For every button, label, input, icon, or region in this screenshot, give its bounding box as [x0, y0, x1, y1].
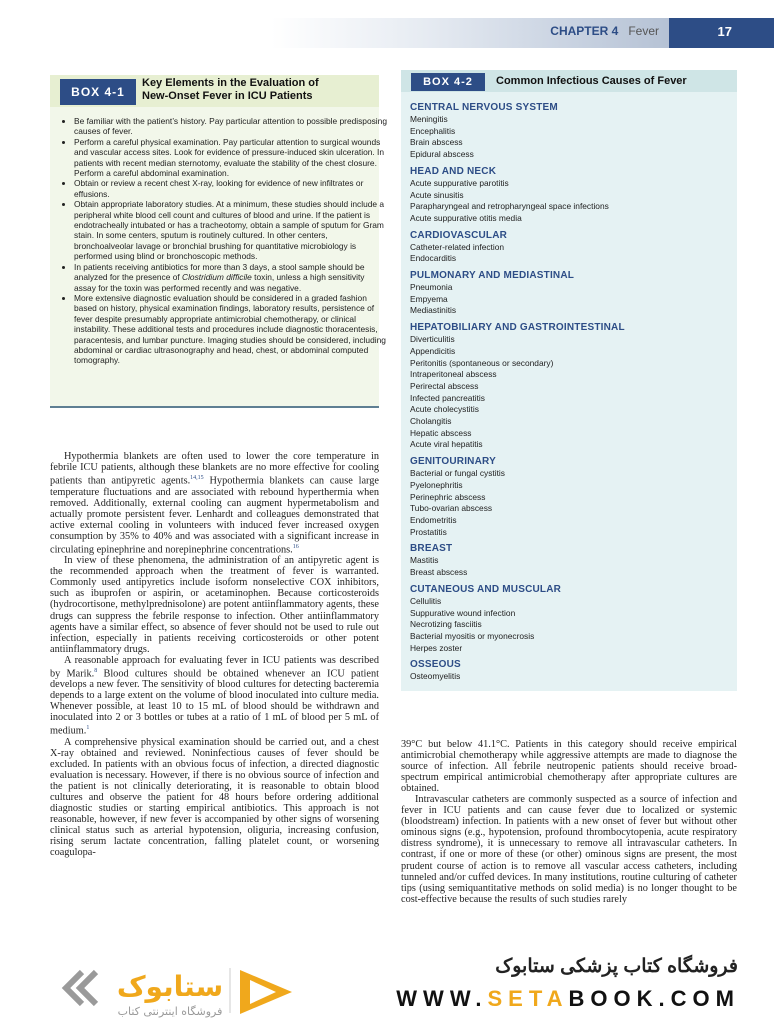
- store-url[interactable]: [396, 986, 740, 1012]
- running-header: [550, 24, 659, 38]
- reference-superscript: 1: [86, 725, 90, 732]
- body-paragraph: A comprehensive physical examination should be carried out, and a chest X-ray obtained and reviewed. Noninfectious causes of fever should be excluded. In patients with an obvious focus of infection, a directed diagnostic evaluation is necessary. However, if there is no obvious source of infection and the patient is not clinically deteriorating, it is reasonable to obtain blood cultures and observe the patient for 48 hours before ordering additional diagnostic studies or starting empirical antibiotics. This approach is not reasonable, however, if new fever is accompanied by other signs of worsening clinical status such as arterial hypotension, oliguria, increasing confusion, rising serum lactate concentration, falling platelet count, or worsening coagulopa-: [50, 736, 379, 859]
- category-item: Perirectal abscess: [410, 380, 479, 391]
- setabook-logo: [52, 958, 302, 1020]
- body-paragraph: Intravascular catheters are commonly suspected as a source of infection and fever in ICU patients and can cause fever due to localized or systemic (bloodstream) infection. In patients with a new onset of fever but without other ominous signs (e.g., hypotension, profound thrombocytopenia, acute respiratory distress syndrome), it is unnecessary to remove all intravascular catheters. In contrast, if one or more of these (or other) ominous signs are present, the most prudent course of action is to remove all vascular access catheters, including tunneled and/or cuffed devices. In many institutions, routine culturing of catheter tips (using semiquantitative methods on solid media) is no longer thought to be cost-effective because the results of such studies rarely: [401, 794, 737, 905]
- list-item: • Perform a careful physical examination. Pay particular attention to surgical wounds and vascular access sites. Look for evidence of pressure-induced skin ulceration. In patients with recent median sternotomy, evaluate the stability of the chest closure. Perform a careful abdominal examination.: [74, 137, 388, 179]
- box-4-2-title: Common Infectious Causes of Fever: [496, 75, 687, 87]
- category-item: Acute sinusitis: [410, 189, 464, 200]
- logo-chevron-icon: [80, 972, 96, 1004]
- category-item: Parapharyngeal and retropharyngeal space infections: [410, 201, 609, 212]
- store-name: فروشگاه کتاب پزشکی ستابوک: [495, 956, 738, 977]
- right-column-text: [401, 739, 737, 905]
- category-item: Prostatitis: [410, 526, 447, 537]
- category-item: Pyelonephritis: [410, 479, 463, 490]
- category-heading: CENTRAL NERVOUS SYSTEM: [410, 102, 558, 113]
- box-4-2-label: BOX 4-2: [411, 73, 485, 91]
- category-item: Suppurative wound infection: [410, 607, 516, 618]
- box-4-1-title-line: New-Onset Fever in ICU Patients: [142, 90, 313, 102]
- left-column-text: [50, 451, 379, 858]
- category-item: Encephalitis: [410, 125, 456, 136]
- category-item: Infected pancreatitis: [410, 392, 485, 403]
- category-item: Brain abscess: [410, 137, 463, 148]
- category-heading: CARDIOVASCULAR: [410, 229, 508, 241]
- body-paragraph: In view of these phenomena, the administration of an antipyretic agent is the recommended approach when the treatment of fever is warranted. Commonly used antipyretics include isoform nonselective COX inhibitors, such as ibuprofen or aspirin, or acetaminophen. Because corticosteroids (hydrocortisone, methylprednisolone) are potent antiinflammatory agents, these drugs can suppress the febrile response to infection. Other antiinflammatory agents have a similar effect, so absence of fever should not be used to rule out infection, especially in patients receiving corticosteroids or other potent antiinflammatory drugs.: [50, 555, 379, 655]
- category-heading: OSSEOUS: [410, 659, 461, 671]
- url-part-accent: SETA: [487, 986, 569, 1011]
- category-item: Endocarditis: [410, 253, 457, 264]
- category-item: Empyema: [410, 293, 448, 304]
- category-item: Hepatic abscess: [410, 427, 472, 438]
- box-4-1-list: [60, 116, 388, 366]
- category-item: Tubo-ovarian abscess: [410, 503, 493, 514]
- category-heading: PULMONARY AND MEDIASTINAL: [410, 270, 575, 282]
- category-item: Breast abscess: [410, 567, 468, 578]
- category-item: Acute suppurative parotitis: [410, 177, 509, 188]
- box-4-1-title: [142, 77, 372, 103]
- logo-subtext: فروشگاه اینترنتی کتاب: [117, 1005, 223, 1018]
- category-item: Cholangitis: [410, 416, 452, 427]
- chapter-title: Fever: [628, 24, 659, 38]
- reference-superscript: 14,15: [190, 475, 204, 482]
- category-item: Diverticulitis: [410, 334, 455, 345]
- category-item: Bacterial myositis or myonecrosis: [410, 630, 535, 641]
- category-item: Herpes zoster: [410, 642, 463, 653]
- category-heading: HEAD AND NECK: [410, 165, 497, 177]
- category-item: Meningitis: [410, 114, 448, 124]
- text-run: Hypothermia blankets can cause large temperature fluctuations and are associated with rebound hyperthermia when removed. Additionally, external cooling can augment hypermetabolism and actually promote persistent fever. Lenhardt and colleagues demonstrated that active external cooling in volunteers with induced fever increased oxygen consumption by 35% to 40% and was associated with a significant increase in circulating epinephrine and norepinephrine concentrations.: [50, 475, 379, 556]
- category-heading: HEPATOBILIARY AND GASTROINTESTINAL: [410, 322, 625, 334]
- list-item: • Obtain or review a recent chest X-ray, looking for evidence of new infiltrates or effusions.: [74, 178, 388, 199]
- box-4-1: [50, 75, 387, 408]
- category-heading: CUTANEOUS AND MUSCULAR: [410, 583, 562, 595]
- page-number: 17: [717, 24, 732, 39]
- list-item: • Be familiar with the patient’s history. Pay particular attention to possible predisposing causes of fever.: [74, 116, 388, 137]
- logo-text: ستابوک: [116, 970, 224, 1003]
- body-paragraph: [50, 655, 379, 737]
- body-paragraph: 39°C but below 41.1°C. Patients in this category should receive empirical antimicrobial chemotherapy while aggressive attempts are made to diagnose the source of infection. All febrile neutropenic patients should receive broad-spectrum empirical antimicrobial chemotherapy after appropriate cultures are obtained.: [401, 739, 737, 795]
- list-item: • More extensive diagnostic evaluation should be considered in a graded fashion based on history, physical examination findings, laboratory results, persistence of fever despite presumably appropriate antimicrobial chemotherapy, or clinical instability. These additional tests and procedures include diagnostic thoracentesis, paracentesis, and lumbar puncture. Imaging studies should be considered, including abdominal or cardiac ultrasonography and head, chest, or abdominal computed tomography.: [74, 293, 388, 366]
- box-4-2-header: [401, 70, 737, 92]
- list-item: • Obtain appropriate laboratory studies. At a minimum, these studies should include a peripheral white blood cell count and cultures of blood and urine. If the patient is endotracheally intubated or has a tracheotomy, obtain a sample of sputum for Gram stain. In some centers, sputum is routinely cultured. In other centers, bronchoalveolar lavage or bronchial brushing for quantitative microbiology is performed using blind or bronchoscopic methods.: [74, 199, 388, 261]
- category-item: Osteomyelitis: [410, 671, 461, 682]
- box-4-2-categories: [410, 101, 730, 683]
- category-item: Mediastinitis: [410, 305, 457, 316]
- body-paragraph: [50, 451, 379, 555]
- category-item: Cellulitis: [410, 595, 442, 606]
- category-item: Appendicitis: [410, 345, 456, 356]
- url-part: BOOK.COM: [568, 986, 740, 1011]
- category-heading: GENITOURINARY: [410, 456, 496, 468]
- category-heading: BREAST: [410, 543, 453, 555]
- box-4-1-label: BOX 4-1: [60, 79, 136, 105]
- category-item: Pneumonia: [410, 282, 453, 293]
- category-item: Acute viral hepatitis: [410, 439, 483, 450]
- reference-superscript: 8: [94, 667, 98, 674]
- text-run: A reasonable approach for evaluating fever in ICU patients was described by Marik.: [50, 654, 379, 680]
- category-item: Perinephric abscess: [410, 491, 486, 502]
- list-item: • In patients receiving antibiotics for more than 3 days, a stool sample should be analyzed for the presence of Clostridium difficile toxin, unless a high sensitivity assay for the toxin was performed recently and was negative.: [74, 262, 388, 293]
- category-item: Intraperitoneal abscess: [410, 369, 497, 380]
- text-run: Hypothermia blankets are often used to lower the core temperature in febrile ICU patients, although these blankets are no more effective for cooling patients than antipyretic agents.: [50, 451, 379, 487]
- text-run: Blood cultures should be obtained whenever an ICU patient develops a new fever. The sensitivity of blood cultures for detecting bacteremia depends to a large extent on the volume of blood inoculated into culture media. Whenever possible, at least 10 to 15 mL of blood should be withdrawn and inoculated into 2 or 3 bottles or tubes at a ratio of 1 mL of blood per 5 mL of medium.: [50, 668, 379, 737]
- category-item: Mastitis: [410, 555, 439, 566]
- reference-superscript: 16: [292, 543, 299, 550]
- category-item: Acute suppurative otitis media: [410, 212, 522, 223]
- category-item: Necrotizing fasciitis: [410, 619, 482, 630]
- category-item: Bacterial or fungal cystitis: [410, 468, 505, 479]
- category-item: Catheter-related infection: [410, 241, 505, 252]
- url-part: WWW.: [396, 986, 488, 1011]
- box-4-1-title-line: Key Elements in the Evaluation of: [142, 77, 319, 89]
- category-item: Epidural abscess: [410, 149, 474, 160]
- organism-name: Clostridium difficile: [182, 272, 252, 283]
- box-4-2: [401, 70, 737, 691]
- category-item: Acute cholecystitis: [410, 404, 479, 415]
- chapter-label: CHAPTER 4: [550, 24, 619, 38]
- box-4-1-header: [50, 75, 379, 107]
- category-item: Endometritis: [410, 514, 457, 525]
- category-item: Peritonitis (spontaneous or secondary): [410, 357, 554, 368]
